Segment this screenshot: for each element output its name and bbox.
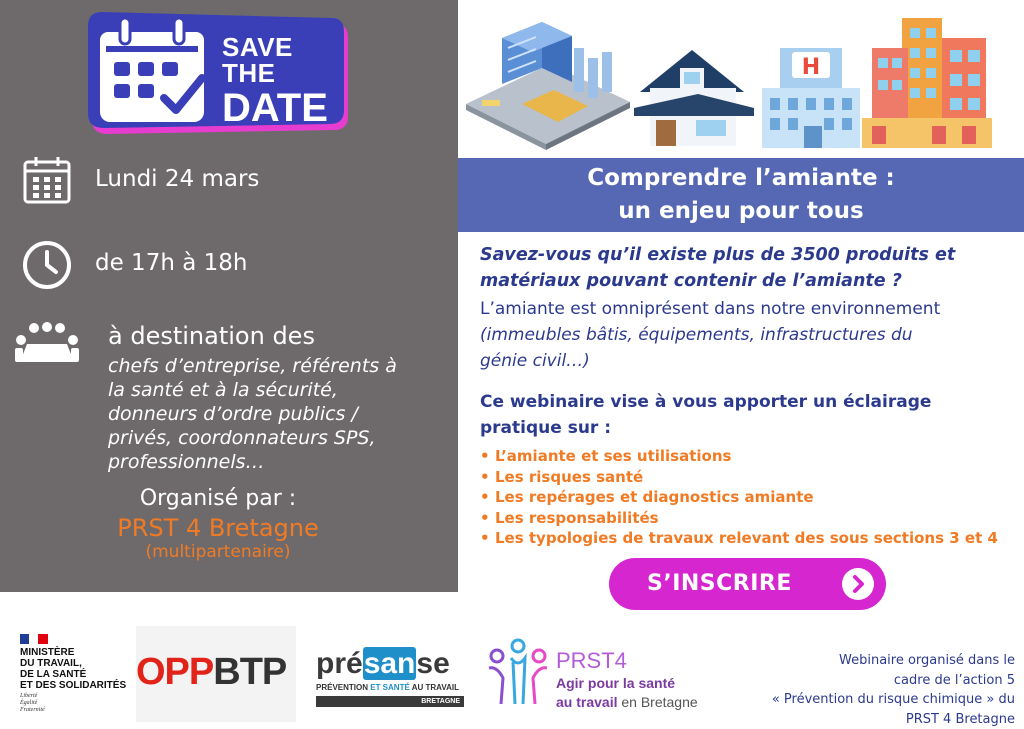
footer-note-line: PRST 4 Bretagne bbox=[733, 710, 1015, 729]
topic-item: • Les typologies de travaux relevant des sous sections 3 et 4 bbox=[478, 528, 1024, 549]
footer-note-line: cadre de l’action 5 bbox=[733, 671, 1015, 691]
presanse-san: san bbox=[363, 647, 417, 680]
prst4-line2b: en Bretagne bbox=[617, 694, 697, 710]
title-line2: un enjeu pour tous bbox=[458, 195, 1024, 228]
audience-line: professionnels… bbox=[108, 450, 397, 474]
chevron-right-icon bbox=[842, 568, 874, 600]
save-the-date-line1: SAVE THE bbox=[222, 34, 350, 86]
factory-illustration bbox=[466, 22, 630, 150]
intro-text: L’amiante est omniprésent dans notre environnement bbox=[480, 296, 1020, 322]
oppbtp-btp: BTP bbox=[213, 651, 286, 693]
footer-note bbox=[733, 651, 1015, 729]
title-banner-text bbox=[458, 158, 1024, 228]
prst4-line1: Agir pour la santé bbox=[556, 674, 698, 692]
presanse-pre: pré bbox=[316, 647, 363, 680]
prst4-line2a: au travail bbox=[556, 694, 617, 710]
clock-icon bbox=[22, 240, 72, 290]
event-time: de 17h à 18h bbox=[95, 250, 247, 276]
footer-note-line: Webinaire organisé dans le bbox=[733, 651, 1015, 671]
motto-line: Égalité bbox=[20, 700, 126, 707]
apartment-illustration bbox=[862, 18, 992, 148]
event-date: Lundi 24 mars bbox=[95, 166, 259, 192]
audience-title: à destination des bbox=[108, 322, 315, 350]
intro-examples-line: (immeubles bâtis, équipements, infrastructures du bbox=[480, 322, 1020, 348]
house-illustration bbox=[634, 50, 754, 146]
french-flag-icon bbox=[20, 634, 48, 644]
organised-by-label: Organisé par : bbox=[68, 486, 368, 511]
ministry-line: DE LA SANTÉ bbox=[20, 669, 126, 680]
svg-text:H: H bbox=[802, 55, 820, 80]
buildings-illustration bbox=[462, 8, 1022, 154]
calendar-icon bbox=[22, 155, 72, 205]
prst4-logo bbox=[483, 638, 553, 714]
intro-question-line: Savez-vous qu’il existe plus de 3500 produits et bbox=[480, 242, 1000, 268]
organiser-name: PRST 4 Bretagne bbox=[68, 514, 368, 542]
intro-question-line: matériaux pouvant contenir de l’amiante ? bbox=[480, 268, 1000, 294]
ministry-logo bbox=[20, 634, 126, 714]
audience-line: la santé et à la sécurité, bbox=[108, 378, 397, 402]
audience-line: chefs d’entreprise, référents à bbox=[108, 354, 397, 378]
topic-item: • Les responsabilités bbox=[478, 508, 1024, 529]
presanse-tagline-accent: ET SANTÉ bbox=[370, 683, 410, 692]
ministry-line: DU TRAVAIL, bbox=[20, 658, 126, 669]
motto-line: Liberté bbox=[20, 693, 126, 700]
intro-examples-line: génie civil…) bbox=[480, 348, 1020, 374]
webinar-heading-line: pratique sur : bbox=[480, 415, 1020, 441]
presanse-region: BRETAGNE bbox=[316, 696, 464, 707]
organiser-sub: (multipartenaire) bbox=[68, 542, 368, 562]
presanse-se: se bbox=[416, 647, 449, 680]
audience-line: privés, coordonnateurs SPS, bbox=[108, 426, 397, 450]
topics-list bbox=[478, 446, 1024, 549]
footer-note-line: « Prévention du risque chimique » du bbox=[733, 690, 1015, 710]
intro-question bbox=[480, 242, 1000, 294]
oppbtp-opp: OPP bbox=[136, 651, 213, 693]
hospital-illustration bbox=[762, 48, 860, 148]
intro-examples bbox=[480, 322, 1020, 374]
prst4-text bbox=[556, 650, 698, 712]
oppbtp-logo bbox=[136, 626, 296, 722]
people-icon bbox=[483, 638, 553, 710]
save-the-date-badge bbox=[86, 4, 350, 134]
webinar-heading-line: Ce webinaire vise à vous apporter un éclairage bbox=[480, 389, 1020, 415]
meeting-icon bbox=[14, 322, 80, 366]
title-banner bbox=[458, 158, 1024, 232]
topic-item: • L’amiante et ses utilisations bbox=[478, 446, 1024, 467]
ministry-line: ET DES SOLIDARITÉS bbox=[20, 680, 126, 691]
presanse-tagline: PRÉVENTION bbox=[316, 683, 370, 692]
audience-list bbox=[108, 354, 397, 474]
title-line1: Comprendre l’amiante : bbox=[458, 162, 1024, 195]
ministry-line: MINISTÈRE bbox=[20, 647, 126, 658]
register-button[interactable] bbox=[609, 558, 886, 610]
audience-line: donneurs d’ordre publics / bbox=[108, 402, 397, 426]
presanse-tagline-end: AU TRAVAIL bbox=[410, 683, 459, 692]
topic-item: • Les risques santé bbox=[478, 467, 1024, 488]
prst4-title: PRST4 bbox=[556, 650, 698, 672]
register-button-label: S’INSCRIRE bbox=[647, 558, 792, 610]
save-the-date-line2: DATE bbox=[222, 88, 350, 128]
webinar-heading bbox=[480, 389, 1020, 441]
save-the-date-text bbox=[222, 34, 350, 128]
presanse-logo bbox=[316, 648, 464, 708]
motto-line: Fraternité bbox=[20, 707, 126, 714]
topic-item: • Les repérages et diagnostics amiante bbox=[478, 487, 1024, 508]
